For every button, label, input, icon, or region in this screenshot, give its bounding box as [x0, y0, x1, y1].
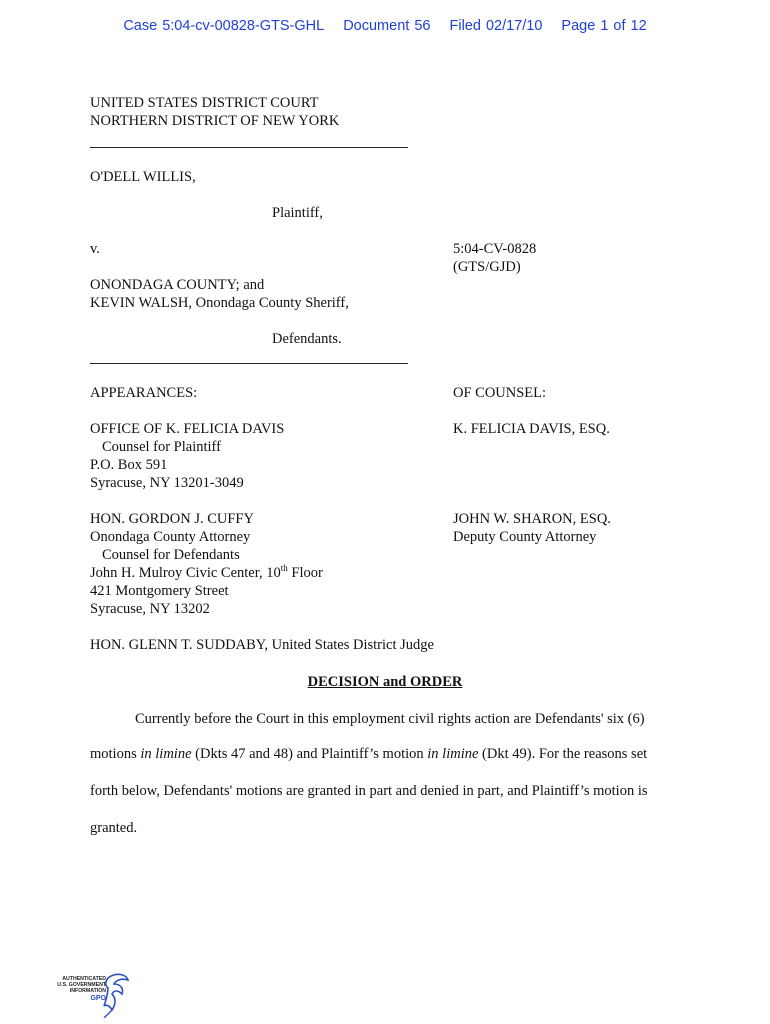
body-line-2-italic-2: in limine: [427, 746, 479, 762]
case-number: Case 5:04-cv-00828-GTS-GHL: [123, 18, 325, 34]
seal-line-2: U.S. GOVERNMENT: [57, 982, 106, 988]
case-docket-line-2: (GTS/GJD): [453, 259, 521, 275]
body-line-2-e: (Dkt 49). For the reasons set: [478, 746, 648, 762]
body-line-3: forth below, Defendants' motions are granted in part and denied in part, and Plaintiff’s motion is: [90, 783, 648, 799]
address-1-sup: th: [280, 563, 288, 574]
court-line-2: NORTHERN DISTRICT OF NEW YORK: [90, 113, 340, 129]
defendant-address-2: 421 Montgomery Street: [90, 583, 229, 599]
defendant-address-3: Syracuse, NY 13202: [90, 601, 210, 617]
plaintiff-name: O'DELL WILLIS,: [90, 169, 196, 185]
versus: v.: [90, 241, 100, 257]
caption-rule-top: [90, 147, 408, 148]
seal-line-3: INFORMATION: [69, 988, 106, 994]
plaintiff-address-1: P.O. Box 591: [90, 457, 168, 473]
plaintiff-address-2: Syracuse, NY 13201-3049: [90, 475, 244, 491]
filed-date: Filed 02/17/10: [449, 18, 543, 34]
plaintiff-counsel-block: [90, 420, 284, 492]
defendants: [90, 276, 349, 312]
case-docket: [453, 240, 536, 276]
plaintiff-firm: OFFICE OF K. FELICIA DAVIS: [90, 421, 285, 437]
defendant-counsel-block: [90, 510, 323, 618]
page-indicator: Page 1 of 12: [561, 18, 647, 34]
body-line-1: Currently before the Court in this employment civil rights action are Defendants' six (6): [135, 711, 645, 727]
judge-line: HON. GLENN T. SUDDABY, United States District Judge: [90, 637, 434, 653]
court-line-1: UNITED STATES DISTRICT COURT: [90, 95, 319, 111]
body-line-2-italic-1: in limine: [140, 746, 192, 762]
defendant-attorney-name: HON. GORDON J. CUFFY: [90, 511, 254, 527]
body-line-2: [90, 745, 647, 763]
defendant-address-1: [90, 564, 323, 582]
address-1-post: Floor: [287, 565, 323, 581]
body-line-2-c: (Dkts 47 and 48) and Plaintiff’s motion: [191, 746, 428, 762]
defendant-of-counsel: [453, 510, 611, 546]
body-line-2-a: motions: [90, 746, 141, 762]
decision-title: DECISION and ORDER: [307, 674, 463, 690]
plaintiff-counsel-role: Counsel for Plaintiff: [102, 439, 221, 455]
defendant-of-counsel-title: Deputy County Attorney: [453, 529, 597, 545]
caption-rule-bottom: [90, 363, 408, 364]
defendant-counsel-role: Counsel for Defendants: [102, 547, 240, 563]
gpo-authentication-seal: [44, 972, 130, 1020]
plaintiff-of-counsel: K. FELICIA DAVIS, ESQ.: [453, 421, 610, 437]
court-name: [90, 94, 339, 130]
defendant-attorney-title: Onondaga County Attorney: [90, 529, 251, 545]
defendant-role: Defendants.: [272, 331, 342, 347]
address-1-pre: John H. Mulroy Civic Center, 10: [90, 565, 281, 581]
defendant-1: ONONDAGA COUNTY; and: [90, 277, 265, 293]
eagle-icon: [102, 972, 130, 1018]
defendant-of-counsel-name: JOHN W. SHARON, ESQ.: [453, 511, 611, 527]
seal-line-1: AUTHENTICATED: [62, 976, 106, 982]
plaintiff-role: Plaintiff,: [272, 205, 323, 221]
appearances-heading: APPEARANCES:: [90, 385, 198, 401]
filing-header: [0, 17, 770, 35]
case-docket-line-1: 5:04-CV-0828: [453, 241, 537, 257]
defendant-2: KEVIN WALSH, Onondaga County Sheriff,: [90, 295, 349, 311]
of-counsel-heading: OF COUNSEL:: [453, 385, 547, 401]
document-number: Document 56: [343, 18, 431, 34]
seal-line-4: GPO: [90, 995, 106, 1002]
body-line-4: granted.: [90, 820, 138, 836]
